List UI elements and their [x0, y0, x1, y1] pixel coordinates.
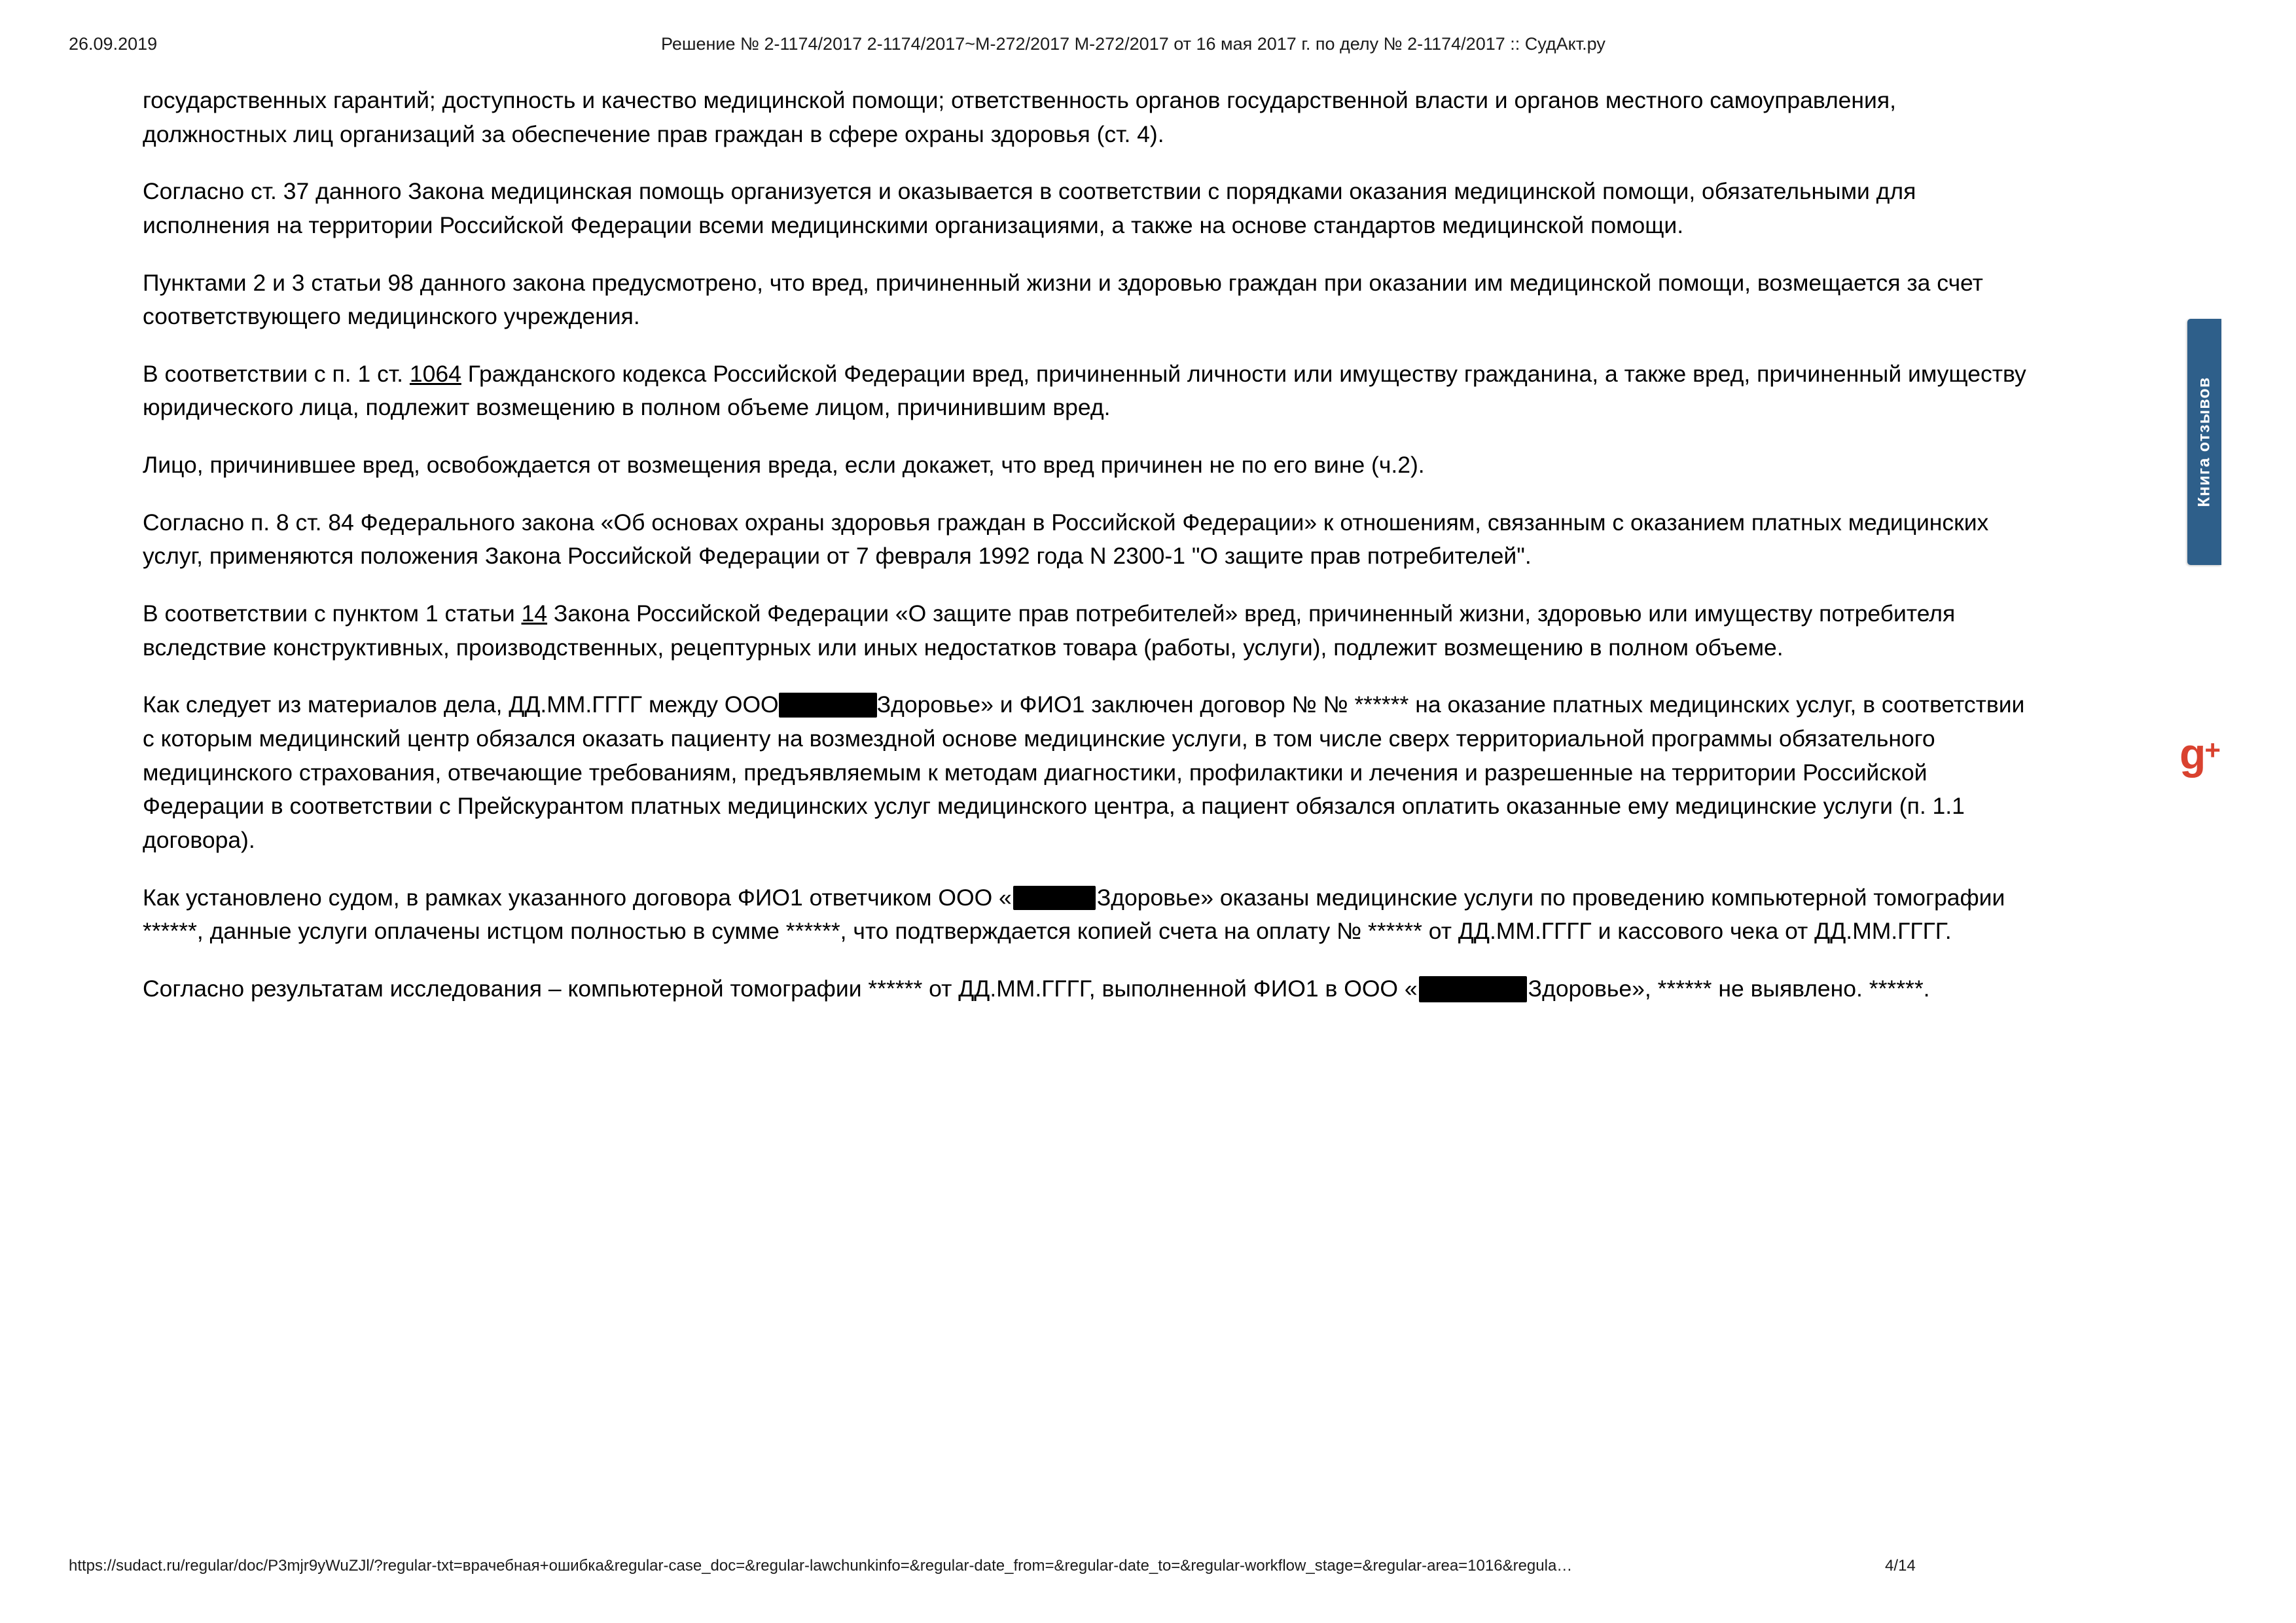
paragraph-text: Здоровье» и ФИО1 заключен договор № № ****** на оказание платных медицинских услуг, в соответствии с которым медицинский центр обязался оказать пациенту на возмездной основе медицинские услуги, в том числе сверх территориальной программы обязательного медицинского страхования, отвечающие требованиям, предъявляемым к методам диагностики, профилактики и лечения и разрешенные на территории Российской Федерации в соответствии с Прейскурантом платных медицинских услуг медицинского центра, а пациент обязался оплатить оказанные ему медицинские услуги (п. 1.1 договора).	[143, 691, 2025, 853]
paragraph	[143, 506, 2028, 574]
paragraph-text: Пунктами 2 и 3 статьи 98 данного закона предусмотрено, что вред, причиненный жизни и здоровью граждан при оказании им медицинской помощи, возмещается за счет соответствующего медицинского учреждения.	[143, 269, 1983, 330]
paragraph-text: Как следует из материалов дела, ДД.ММ.ГГГГ между ООО	[143, 691, 779, 718]
paragraph	[143, 597, 2028, 665]
paragraph-text: Гражданского кодекса Российской Федерации вред, причиненный личности или имуществу гражданина, а также вред, причиненный имуществу юридического лица, подлежит возмещению в полном объеме лицом, причинившим вред.	[143, 360, 2026, 421]
redaction-block	[1013, 886, 1096, 910]
paragraph-text: Согласно результатам исследования – компьютерной томографии ****** от ДД.ММ.ГГГГ, выполненной ФИО1 в ООО «	[143, 975, 1418, 1002]
print-footer-url[interactable]: https://sudact.ru/regular/doc/P3mjr9yWuZJl/?regular-txt=врачебная+ошибка&regular-case_doc=&regular-lawchunkinfo=&regular-date_from=&regular-date_to=&regular-workflow_stage=&regular-area=1016&regula…	[69, 1557, 1573, 1575]
paragraph-text: государственных гарантий; доступность и качество медицинской помощи; ответственность органов государственной власти и органов местного самоуправления, должностных лиц организаций за обеспечение прав граждан в сфере охраны здоровья (ст. 4).	[143, 87, 1896, 147]
paragraph-text: Согласно ст. 37 данного Закона медицинская помощь организуется и оказывается в соответствии с порядками оказания медицинской помощи, обязательными для исполнения на территории Российской Федерации всеми медицинскими организациями, а также на основе стандартов медицинской помощи.	[143, 178, 1916, 238]
review-book-tab[interactable]	[2187, 319, 2221, 565]
paragraph	[143, 972, 2028, 1006]
paragraph	[143, 448, 2028, 483]
paragraph-text: Как установлено судом, в рамках указанного договора ФИО1 ответчиком ООО «	[143, 884, 1012, 911]
document-body	[143, 84, 2028, 1006]
print-footer	[0, 1557, 2296, 1580]
paragraph	[143, 881, 2028, 949]
print-footer-page-number: 4/14	[1885, 1557, 1916, 1575]
paragraph-text: Лицо, причинившее вред, освобождается от возмещения вреда, если докажет, что вред причинен не по его вине (ч.2).	[143, 452, 1425, 479]
paragraph-text: Здоровье» оказаны медицинские услуги по проведению компьютерной томографии ******, данные услуги оплачены истцом полностью в сумме ******, что подтверждается копией счета на оплату № ****** от ДД.ММ.ГГГГ и кассового чека от ДД.ММ.ГГГГ.	[143, 884, 2005, 945]
print-header-date: 26.09.2019	[69, 34, 158, 54]
paragraph-text: Согласно п. 8 ст. 84 Федерального закона «Об основах охраны здоровья граждан в Российской Федерации» к отношениям, связанным с оказанием платных медицинских услуг, применяются положения Закона Российской Федерации от 7 февраля 1992 года N 2300-1 "О защите прав потребителей".	[143, 509, 1989, 570]
google-plus-icon[interactable]	[2179, 727, 2238, 778]
paragraph-text: Здоровье», ****** не выявлено. ******.	[1528, 975, 1930, 1002]
print-header	[0, 34, 2296, 60]
law-article-link-14[interactable]: 14	[521, 600, 548, 627]
redaction-block	[779, 693, 877, 718]
law-article-link-1064[interactable]: 1064	[409, 360, 461, 387]
paragraph	[143, 175, 2028, 242]
print-header-title: Решение № 2-1174/2017 2-1174/2017~М-272/2017 М-272/2017 от 16 мая 2017 г. по делу № 2-1174/2017 :: СудАкт.ру	[661, 34, 1605, 54]
paragraph	[143, 357, 2028, 425]
paragraph	[143, 266, 2028, 334]
review-book-tab-label: Книга отзывов	[2195, 376, 2214, 507]
google-plus-sign: +	[2204, 735, 2221, 765]
google-plus-letter: g	[2179, 729, 2205, 778]
paragraph	[143, 688, 2028, 857]
paragraph-text: В соответствии с пунктом 1 статьи	[143, 600, 522, 627]
paragraph	[143, 84, 2028, 151]
redaction-block	[1419, 976, 1527, 1002]
paragraph-text: Закона Российской Федерации «О защите прав потребителей» вред, причиненный жизни, здоровью или имуществу потребителя вследствие конструктивных, производственных, рецептурных или иных недостатков товара (работы, услуги), подлежит возмещению в полном объеме.	[143, 600, 1956, 661]
paragraph-text: В соответствии с п. 1 ст.	[143, 360, 410, 387]
